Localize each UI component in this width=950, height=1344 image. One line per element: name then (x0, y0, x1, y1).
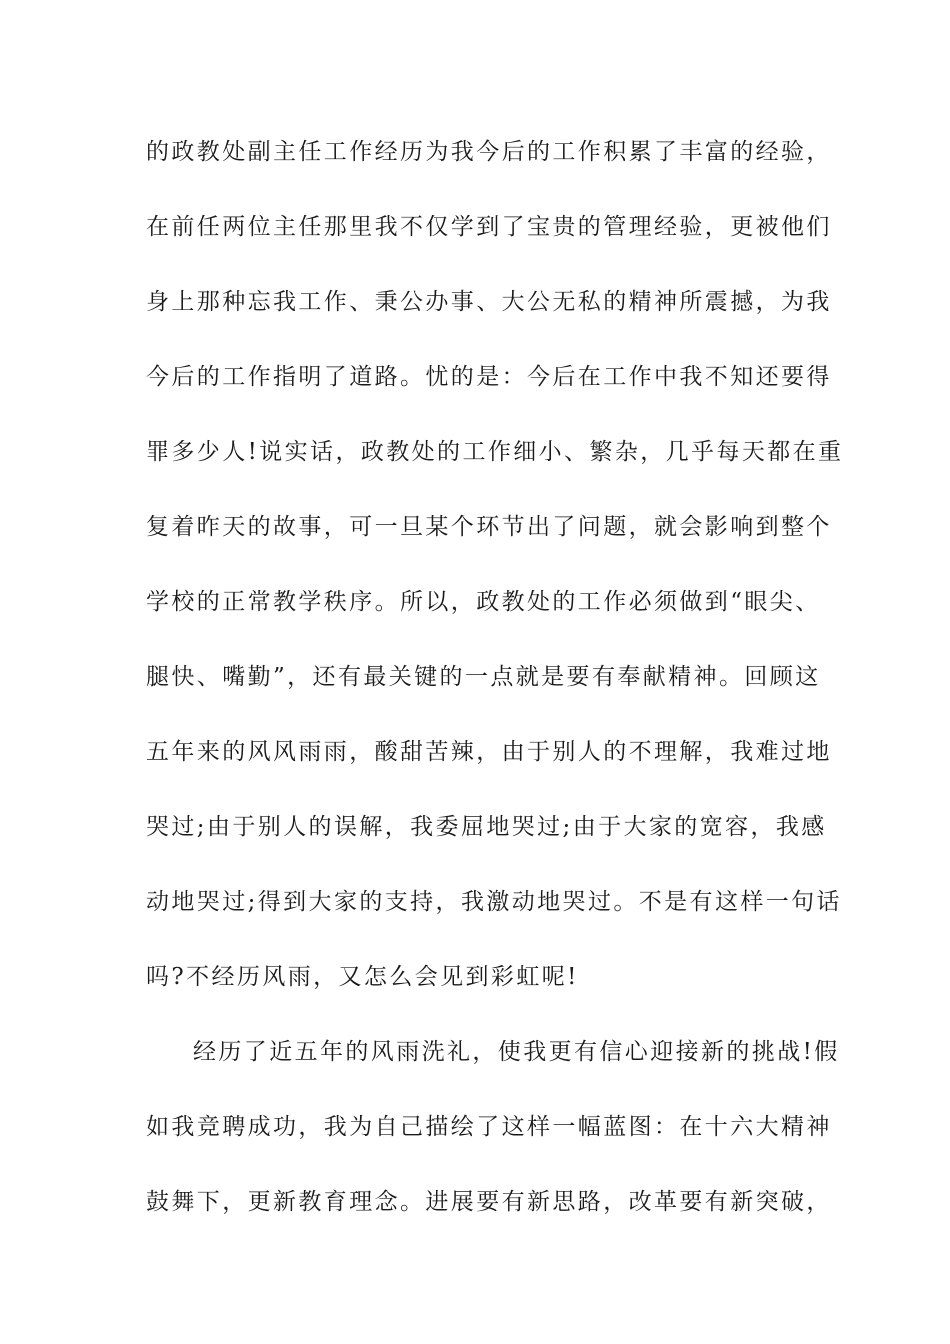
text-line-11: 动地哭过;得到大家的支持，我激动地哭过。不是有这样一句话 (146, 889, 842, 915)
text-line-1: 的政教处副主任工作经历为我今后的工作积累了丰富的经验， (146, 139, 832, 165)
text-line-3: 身上那种忘我工作、秉公办事、大公无私的精神所震撼，为我 (146, 289, 832, 315)
text-line-13: 经历了近五年的风雨洗礼，使我更有信心迎接新的挑战!假 (193, 1039, 840, 1065)
text-line-2: 在前任两位主任那里我不仅学到了宝贵的管理经验，更被他们 (146, 214, 832, 240)
text-line-7: 学校的正常教学秩序。所以，政教处的工作必须做到“眼尖、 (146, 589, 821, 615)
text-line-15: 鼓舞下，更新教育理念。进展要有新思路，改革要有新突破， (146, 1189, 832, 1215)
text-line-6: 复着昨天的故事，可一旦某个环节出了问题，就会影响到整个 (146, 514, 832, 540)
text-line-10: 哭过;由于别人的误解，我委屈地哭过;由于大家的宽容，我感 (146, 814, 827, 840)
text-line-4: 今后的工作指明了道路。忧的是：今后在工作中我不知还要得 (146, 364, 832, 390)
text-line-9: 五年来的风风雨雨，酸甜苦辣，由于别人的不理解，我难过地 (146, 739, 832, 765)
text-line-14: 如我竞聘成功，我为自己描绘了这样一幅蓝图：在十六大精神 (146, 1114, 832, 1140)
text-line-8: 腿快、嘴勤”，还有最关键的一点就是要有奉献精神。回顾这 (146, 664, 821, 690)
text-line-5: 罪多少人!说实话，政教处的工作细小、繁杂，几乎每天都在重 (146, 439, 844, 465)
text-line-12: 吗?不经历风雨，又怎么会见到彩虹呢! (146, 964, 579, 990)
